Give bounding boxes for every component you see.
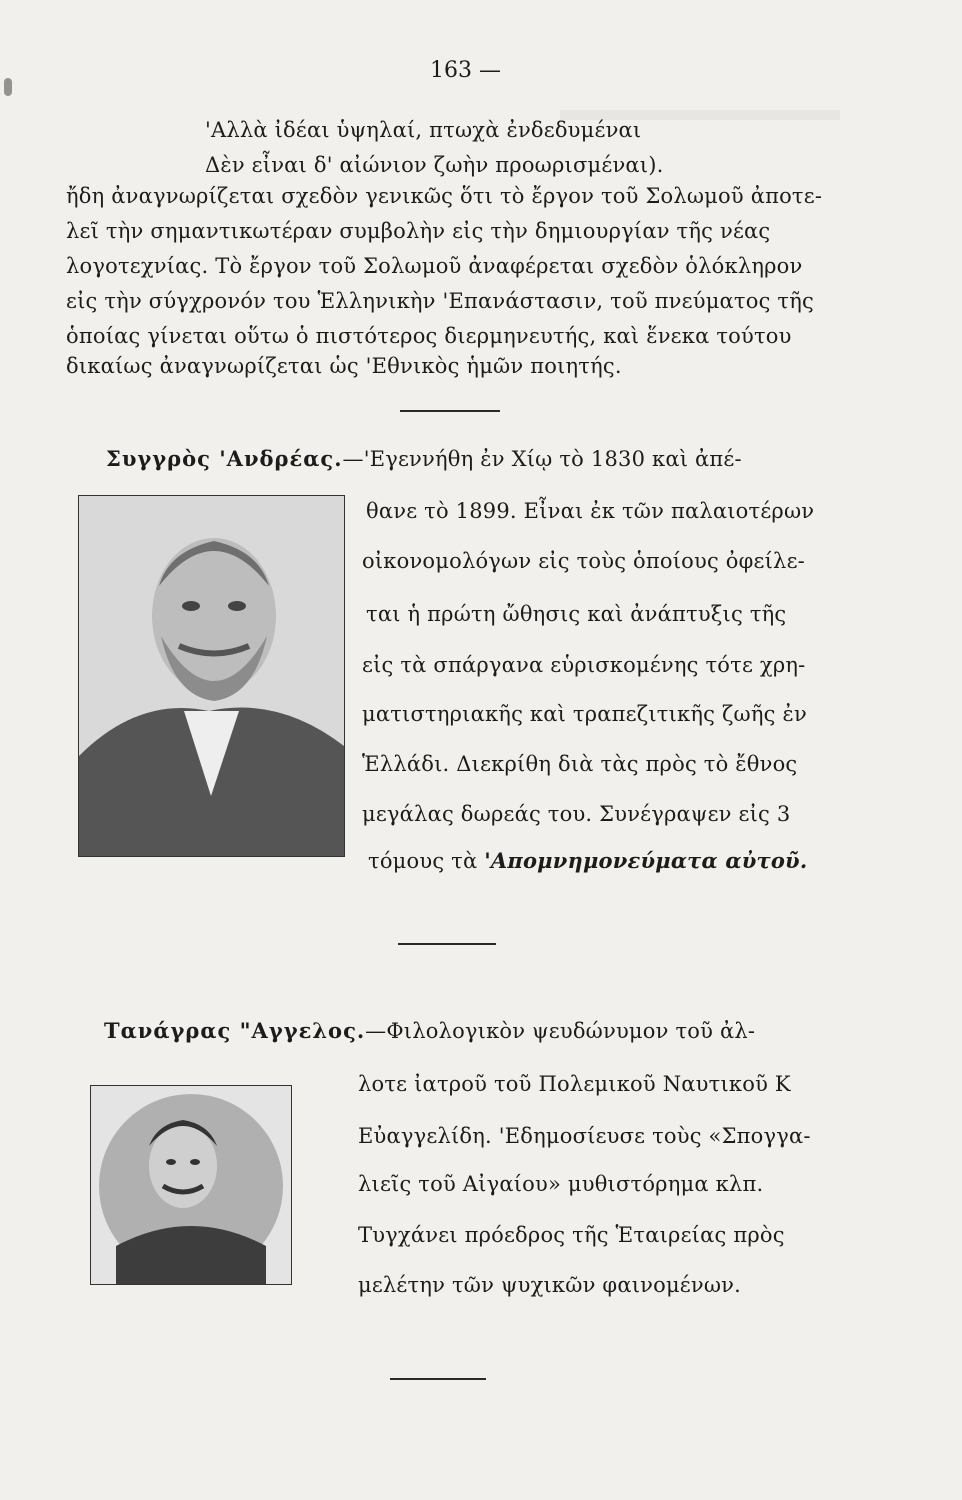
body-line: ματιστηριακῆς καὶ τραπεζιτικῆς ζωῆς ἐν	[362, 702, 807, 726]
portrait-illustration	[91, 1086, 291, 1284]
body-line: μεγάλας δωρεάς του. Συνέγραψεν εἰς 3	[362, 802, 791, 826]
section-divider	[398, 943, 496, 945]
body-line: εἰς τὰ σπάργανα εὑρισκομένης τότε χρη-	[362, 653, 806, 677]
body-line: Εὐαγγελίδη. 'Εδημοσίευσε τοὺς «Σπογγα-	[358, 1124, 811, 1148]
page-number: 163 —	[430, 58, 501, 83]
book-title: 'Απομνημονεύματα αὐτοῦ.	[484, 848, 808, 873]
body-line: εἰς τὴν σύγχρονόν του Ἑλληνικὴν 'Επανάστασιν, τοῦ πνεύματος τῆς	[66, 289, 814, 313]
body-text: τόμους τὰ	[368, 849, 478, 873]
entry-name: Τανάγρας "Αγγελος.	[104, 1018, 366, 1043]
body-line: λογοτεχνίας. Τὸ ἔργον τοῦ Σολωμοῦ ἀναφέρεται σχεδὸν ὁλόκληρον	[66, 254, 803, 278]
body-line: θανε τὸ 1899. Εἶναι ἐκ τῶν παλαιοτέρων	[366, 499, 815, 523]
body-line: λοτε ἰατροῦ τοῦ Πολεμικοῦ Ναυτικοῦ Κ	[358, 1072, 791, 1096]
scan-spot	[4, 78, 12, 96]
poem-line: 'Αλλὰ ἰδέαι ὑψηλαί, πτωχὰ ἐνδεδυμέναι	[205, 118, 642, 142]
entry-text: —Φιλολογικὸν ψευδώνυμον τοῦ ἀλ-	[365, 1019, 756, 1043]
portrait-photo	[90, 1085, 292, 1285]
entry-first-line	[106, 445, 742, 473]
body-line: λεῖ τὴν σημαντικωτέραν συμβολὴν εἰς τὴν δημιουργίαν τῆς νέας	[66, 219, 771, 243]
body-line: λιεῖς τοῦ Αἰγαίου» μυθιστόρημα κλπ.	[358, 1172, 764, 1196]
entry-text: —'Εγεννήθη ἐν Χίῳ τὸ 1830 καὶ ἀπέ-	[342, 447, 742, 471]
body-line: ται ἡ πρώτη ὤθησις καὶ ἀνάπτυξις τῆς	[366, 602, 787, 626]
body-line: ὁποίας γίνεται οὕτω ὁ πιστότερος διερμηνευτής, καὶ ἕνεκα τούτου	[66, 324, 792, 348]
body-line: Τυγχάνει πρόεδρος τῆς Ἑταιρείας πρὸς	[358, 1223, 785, 1247]
body-line: ἤδη ἀναγνωρίζεται σχεδὸν γενικῶς ὅτι τὸ ἔργον τοῦ Σολωμοῦ ἀποτε-	[66, 184, 823, 208]
body-line: μελέτην τῶν ψυχικῶν φαινομένων.	[358, 1273, 742, 1297]
body-line: οἰκονομολόγων εἰς τοὺς ὁποίους ὀφείλε-	[362, 549, 805, 573]
poem-line: Δὲν εἶναι δ' αἰώνιον ζωὴν προωρισμέναι).	[205, 153, 664, 177]
body-line: Ἑλλάδι. Διεκρίθη διὰ τὰς πρὸς τὸ ἔθνος	[362, 752, 798, 776]
section-divider	[400, 410, 500, 412]
entry-first-line	[104, 1017, 755, 1045]
portrait-illustration	[79, 496, 344, 856]
entry-name: Συγγρὸς 'Ανδρέας.	[106, 446, 343, 471]
body-line	[368, 847, 807, 875]
body-line: δικαίως ἀναγνωρίζεται ὡς 'Εθνικὸς ἡμῶν ποιητής.	[66, 354, 622, 378]
section-divider	[390, 1378, 486, 1380]
portrait-photo	[78, 495, 345, 857]
